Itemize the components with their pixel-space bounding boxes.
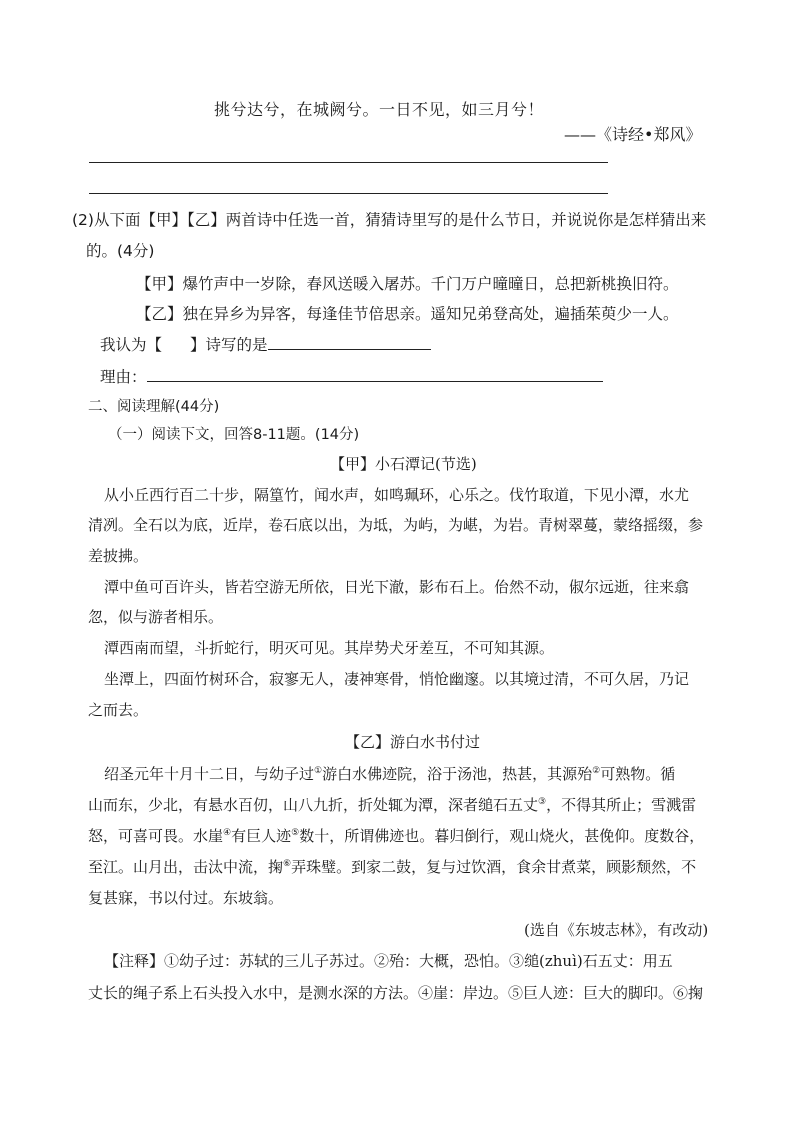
yi-l4-a: 至江。山月出，击汰中流，掬 [88, 858, 284, 876]
note-mark-2: ② [592, 766, 601, 776]
note-line-2: 丈长的绳子系上石头投入水中，是测水深的方法。④崖：岸边。⑤巨人迹：巨大的脚印。⑥掬 [88, 984, 704, 1002]
poem-yi: 【乙】独在异乡为异客，每逢佳节倍思亲。遥知兄弟登高处，遍插茱萸少一人。 [136, 305, 679, 323]
yi-source: (选自《东坡志林》，有改动) [524, 921, 709, 939]
yi-line-2 [88, 794, 696, 815]
text-yi-title: 【乙】游白水书付过 [345, 733, 481, 751]
yi-line-4 [88, 856, 696, 877]
note-line-1: 【注释】①幼子过：苏轼的三儿子苏过。②殆：大概，恐怕。③缒(zhuì)石五丈：用五 [104, 952, 673, 970]
note-mark-5: ⑤ [291, 828, 300, 838]
note-mark-1: ① [314, 766, 323, 776]
yi-l3-a: 怒，可喜可畏。水崖 [88, 827, 224, 845]
jia-p1-l3: 差披拂。 [88, 547, 149, 565]
poem-jia: 【甲】爆竹声中一岁除，春风送暖入屠苏。千门万户曈曈日，总把新桃换旧符。 [136, 275, 679, 293]
note-mark-6: ⑥ [283, 859, 292, 869]
answer-row [100, 333, 431, 355]
jia-p3-l1: 潭西南而望，斗折蛇行，明灭可见。其岸势犬牙差互，不可知其源。 [104, 639, 555, 657]
jia-p4-l1: 坐潭上，四面竹树环合，寂寥无人，凄神寒骨，悄怆幽邃。以其境过清，不可久居，乃记 [104, 670, 690, 688]
jia-p2-l2: 忽，似与游者相乐。 [88, 608, 224, 626]
answer-suffix: 】诗写的是 [190, 336, 268, 354]
yi-line-1 [104, 763, 675, 784]
answer-festival-blank[interactable] [268, 349, 431, 350]
part-heading: （一）阅读下文，回答8-11题。(14分) [108, 427, 360, 443]
reason-blank[interactable] [147, 381, 603, 382]
yi-l4-b: 弄珠璧。到家二鼓，复与过饮酒，食余甘煮菜，顾影颓然，不 [291, 858, 697, 876]
jia-p1-l2: 清冽。全石以为底，近岸，卷石底以出，为坻，为屿，为嵁，为岩。青树翠蔓，蒙络摇缀，参 [88, 516, 704, 534]
note-mark-4: ④ [223, 828, 232, 838]
text-jia-title: 【甲】小石潭记(节选) [330, 455, 477, 473]
q2-line-2: 的。(4分) [86, 242, 155, 260]
poem-quote: 挑兮达兮，在城阙兮。一日不见，如三月兮！ [214, 100, 545, 119]
reason-label: 理由： [100, 368, 147, 386]
yi-line-5: 复甚寐，书以付过。东坡翁。 [88, 889, 284, 907]
jia-p2-l1: 潭中鱼可百许头，皆若空游无所依，日光下澈，影布石上。佁然不动，俶尔远逝，往来翕 [104, 578, 690, 596]
section-heading: 二、阅读理解(44分) [88, 399, 220, 415]
yi-l3-b: 有巨人迹 [231, 827, 292, 845]
jia-p4-l2: 之而去。 [88, 701, 149, 719]
reason-row [100, 365, 603, 387]
q2-line-1: (2)从下面【甲】【乙】两首诗中任选一首，猜猜诗里写的是什么节日，并说说你是怎样猜出来 [72, 211, 707, 229]
poem-source: ——《诗经•郑风》 [564, 125, 702, 144]
answer-line-2[interactable] [89, 193, 608, 194]
note-mark-3: ③ [538, 797, 547, 807]
yi-line-3 [88, 825, 704, 846]
yi-l1-b: 游白水佛迹院，浴于汤池，热甚，其源殆 [322, 765, 593, 783]
answer-prefix: 我认为【 [100, 336, 163, 354]
answer-line-1[interactable] [89, 162, 608, 163]
yi-l1-a: 绍圣元年十月十二日，与幼子过 [104, 765, 315, 783]
yi-l3-c: 数十，所谓佛迹也。暮归倒行，观山烧火，甚俛仰。度数谷， [299, 827, 705, 845]
yi-l2-b: ，不得其所止；雪溅雷 [546, 796, 697, 814]
yi-l2-a: 山而东，少北，有悬水百仞，山八九折，折处辄为潭，深者缒石五丈 [88, 796, 539, 814]
yi-l1-c: 可熟物。循 [600, 765, 676, 783]
jia-p1-l1: 从小丘西行百二十步，隔篁竹，闻水声，如鸣珮环，心乐之。伐竹取道，下见小潭，水尤 [104, 486, 690, 504]
